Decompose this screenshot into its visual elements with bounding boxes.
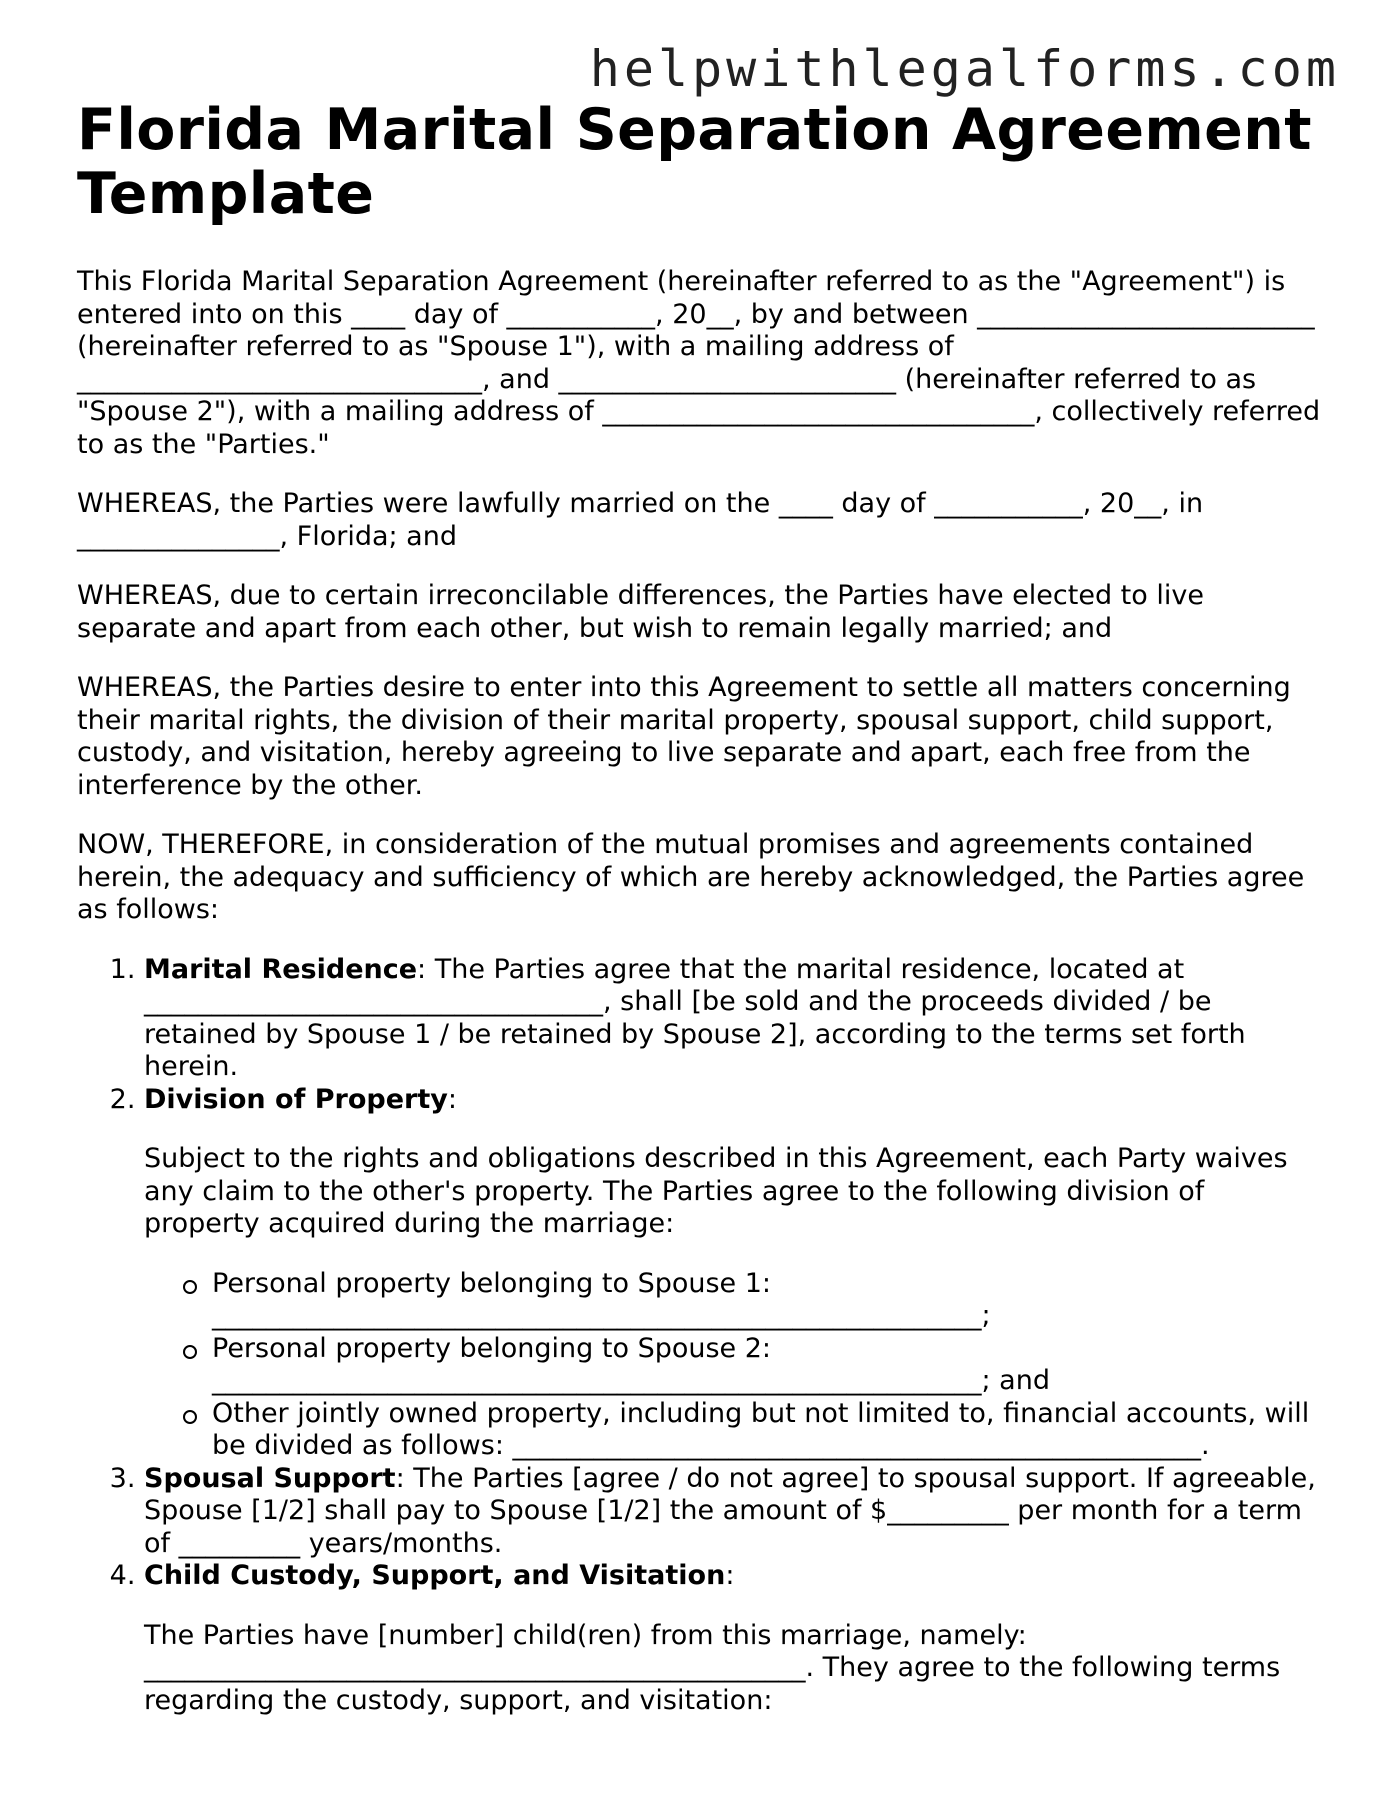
section-text: : (725, 1560, 735, 1591)
list-item: Personal property belonging to Spouse 2: _________________________________________________________; and (212, 1333, 1327, 1398)
list-item: Other jointly owned property, including but not limited to, financial accounts, will be divided as follows: ___________________________________________________. (212, 1398, 1327, 1463)
section-text: : The Parties [agree / do not agree] to spousal support. If agreeable, Spouse [1/2] shall pay to Spouse [1/2] the amount of $_________ per month for a term of _________ years/months. (144, 1462, 1316, 1559)
terms-list (77, 954, 1327, 1718)
section-heading: Marital Residence (144, 953, 418, 985)
section-heading: Spousal Support (144, 1462, 396, 1494)
section-text: : The Parties agree that the marital residence, located at __________________________________, shall [be sold and the proceeds divided / be retained by Spouse 1 / be retained by Spouse 2], according to the terms set forth herein. (144, 953, 1246, 1082)
section-heading: Division of Property (144, 1083, 448, 1115)
list-item: Personal property belonging to Spouse 1: _________________________________________________________; (212, 1268, 1327, 1333)
property-list (144, 1268, 1327, 1463)
section-spousal-support (144, 1463, 1327, 1561)
section-child-custody (144, 1560, 1327, 1717)
whereas-married-paragraph: WHEREAS, the Parties were lawfully married on the ____ day of ___________, 20__, in _______________, Florida; and (77, 488, 1204, 552)
document-page (77, 98, 1327, 1744)
whereas-differences-paragraph: WHEREAS, due to certain irreconcilable differences, the Parties have elected to live separate and apart from each other, but wish to remain legally married; and (77, 580, 1204, 644)
section-text: : (447, 1083, 457, 1115)
watermark-text: helpwithlegalforms.com (589, 40, 1340, 98)
intro-paragraph: This Florida Marital Separation Agreement (hereinafter referred to as the "Agreement") is entered into on this ____ day of ___________, 20__, by and between _________________________ (hereinafter referred to as "Spouse 1"), with a mailing address of ______________________________, and _________________________ (hereinafter referred to as "Spouse 2"), with a mailing address of ________________________________, collectively referred to as the "Parties." (77, 266, 1321, 460)
now-therefore-paragraph: NOW, THEREFORE, in consideration of the mutual promises and agreements contained herein, the adequacy and sufficiency of which are hereby acknowledged, the Parties agree as follows: (77, 829, 1305, 925)
section-heading: Child Custody, Support, and Visitation (144, 1560, 726, 1591)
section-marital-residence (144, 954, 1327, 1084)
document-title: Florida Marital Separation Agreement Template (77, 97, 1312, 227)
whereas-desire-paragraph: WHEREAS, the Parties desire to enter into this Agreement to settle all matters concerning their marital rights, the division of their marital property, spousal support, child support, custody, and visitation, hereby agreeing to live separate and apart, each free from the interference by the other. (77, 672, 1291, 801)
section-paragraph: The Parties have [number] child(ren) from this marriage, namely: _________________________________________________. They agree to the following terms regarding the custody, support, and visitation: (144, 1619, 1281, 1716)
section-paragraph: Subject to the rights and obligations described in this Agreement, each Party waives any claim to the other's property. The Parties agree to the following division of property acquired during the marriage: (144, 1143, 1288, 1239)
section-division-of-property (144, 1084, 1327, 1463)
